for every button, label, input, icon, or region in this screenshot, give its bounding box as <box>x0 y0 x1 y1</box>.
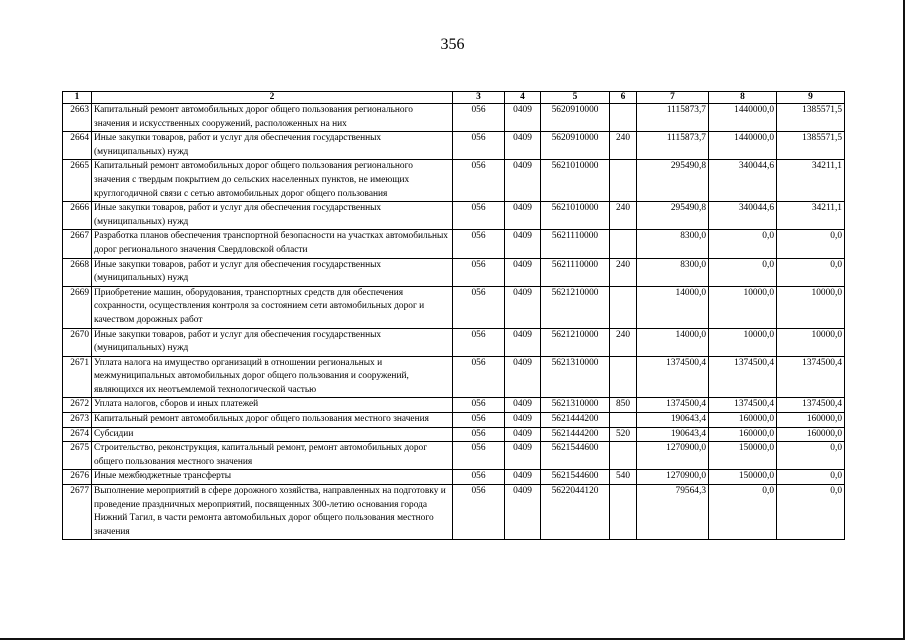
column-8-amount: 160000,0 <box>709 413 777 428</box>
table-row <box>63 485 845 540</box>
column-5-code: 5621210000 <box>541 328 610 356</box>
row-name: Строительство, реконструкция, капитальный ремонт, ремонт автомобильных дорог общего пользования местного значения <box>92 442 453 470</box>
column-3-code: 056 <box>453 470 505 485</box>
column-5-code: 5621010000 <box>541 160 610 202</box>
column-4-code: 0409 <box>505 413 541 428</box>
column-4-code: 0409 <box>505 258 541 286</box>
column-5-code: 5620910000 <box>541 104 610 132</box>
column-6-code: 240 <box>610 328 637 356</box>
row-name: Приобретение машин, оборудования, транспортных средств для обеспечения сохранности, осуществления контроля за состоянием сети автомобильных дорог и качеством дорожных работ <box>92 286 453 328</box>
column-9-amount: 34211,1 <box>777 202 845 230</box>
column-header: 2 <box>92 92 453 104</box>
row-name: Субсидии <box>92 427 453 442</box>
column-header: 6 <box>610 92 637 104</box>
row-number: 2671 <box>63 356 92 398</box>
column-header: 9 <box>777 92 845 104</box>
column-7-amount: 79564,3 <box>637 485 709 540</box>
column-9-amount: 160000,0 <box>777 413 845 428</box>
column-6-code <box>610 104 637 132</box>
column-4-code: 0409 <box>505 470 541 485</box>
column-header: 5 <box>541 92 610 104</box>
column-7-amount: 8300,0 <box>637 258 709 286</box>
column-7-amount: 8300,0 <box>637 230 709 258</box>
column-3-code: 056 <box>453 286 505 328</box>
row-name: Капитальный ремонт автомобильных дорог общего пользования регионального значения с твердым покрытием до сельских населенных пунктов, не имеющих круглогодичной связи с сетью автомобильных дорог общего пользования <box>92 160 453 202</box>
row-number: 2669 <box>63 286 92 328</box>
column-7-amount: 14000,0 <box>637 286 709 328</box>
column-6-code <box>610 442 637 470</box>
column-5-code: 5621210000 <box>541 286 610 328</box>
page-number: 356 <box>440 36 465 53</box>
column-8-amount: 1374500,4 <box>709 356 777 398</box>
row-name: Выполнение мероприятий в сфере дорожного хозяйства, направленных на подготовку и проведение праздничных мероприятий, посвященных 300-летию основания города Нижний Тагил, в части ремонта автомобильных дорог общего пользования местного значения <box>92 485 453 540</box>
column-5-code: 5621444200 <box>541 427 610 442</box>
row-name: Уплата налогов, сборов и иных платежей <box>92 398 453 413</box>
column-3-code: 056 <box>453 413 505 428</box>
column-9-amount: 0,0 <box>777 230 845 258</box>
column-9-amount: 10000,0 <box>777 286 845 328</box>
column-8-amount: 150000,0 <box>709 470 777 485</box>
column-header: 8 <box>709 92 777 104</box>
column-6-code: 540 <box>610 470 637 485</box>
column-8-amount: 160000,0 <box>709 427 777 442</box>
column-5-code: 5621444200 <box>541 413 610 428</box>
column-3-code: 056 <box>453 427 505 442</box>
row-number: 2677 <box>63 485 92 540</box>
table-row <box>63 427 845 442</box>
row-number: 2665 <box>63 160 92 202</box>
column-8-amount: 1440000,0 <box>709 104 777 132</box>
row-number: 2667 <box>63 230 92 258</box>
column-8-amount: 10000,0 <box>709 328 777 356</box>
column-9-amount: 0,0 <box>777 258 845 286</box>
column-3-code: 056 <box>453 160 505 202</box>
column-9-amount: 160000,0 <box>777 427 845 442</box>
column-3-code: 056 <box>453 442 505 470</box>
column-4-code: 0409 <box>505 427 541 442</box>
column-3-code: 056 <box>453 258 505 286</box>
column-8-amount: 340044,6 <box>709 202 777 230</box>
column-9-amount: 1385571,5 <box>777 104 845 132</box>
column-6-code: 850 <box>610 398 637 413</box>
column-3-code: 056 <box>453 356 505 398</box>
column-6-code: 240 <box>610 258 637 286</box>
table-row <box>63 202 845 230</box>
row-name: Иные закупки товаров, работ и услуг для обеспечения государственных (муниципальных) нужд <box>92 132 453 160</box>
row-number: 2666 <box>63 202 92 230</box>
column-6-code: 520 <box>610 427 637 442</box>
row-number: 2672 <box>63 398 92 413</box>
column-8-amount: 1440000,0 <box>709 132 777 160</box>
column-5-code: 5621544600 <box>541 470 610 485</box>
row-number: 2676 <box>63 470 92 485</box>
column-5-code: 5621544600 <box>541 442 610 470</box>
row-name: Разработка планов обеспечения транспортной безопасности на участках автомобильных дорог регионального значения Свердловской области <box>92 230 453 258</box>
column-6-code: 240 <box>610 132 637 160</box>
column-5-code: 5621110000 <box>541 230 610 258</box>
table-row <box>63 104 845 132</box>
column-4-code: 0409 <box>505 104 541 132</box>
column-header: 3 <box>453 92 505 104</box>
table-row <box>63 230 845 258</box>
column-3-code: 056 <box>453 104 505 132</box>
column-3-code: 056 <box>453 132 505 160</box>
column-5-code: 5621010000 <box>541 202 610 230</box>
column-9-amount: 1385571,5 <box>777 132 845 160</box>
column-7-amount: 295490,8 <box>637 202 709 230</box>
column-4-code: 0409 <box>505 230 541 258</box>
table-row <box>63 442 845 470</box>
column-5-code: 5621310000 <box>541 356 610 398</box>
table-row <box>63 470 845 485</box>
table-row <box>63 258 845 286</box>
column-7-amount: 1270900,0 <box>637 470 709 485</box>
column-5-code: 5622044120 <box>541 485 610 540</box>
column-8-amount: 340044,6 <box>709 160 777 202</box>
row-name: Капитальный ремонт автомобильных дорог общего пользования регионального значения и искусственных сооружений, расположенных на них <box>92 104 453 132</box>
column-8-amount: 10000,0 <box>709 286 777 328</box>
column-7-amount: 1374500,4 <box>637 356 709 398</box>
column-3-code: 056 <box>453 485 505 540</box>
row-number: 2668 <box>63 258 92 286</box>
column-8-amount: 0,0 <box>709 230 777 258</box>
table-row <box>63 286 845 328</box>
column-5-code: 5620910000 <box>541 132 610 160</box>
column-6-code <box>610 230 637 258</box>
column-9-amount: 1374500,4 <box>777 356 845 398</box>
row-number: 2670 <box>63 328 92 356</box>
column-header: 1 <box>63 92 92 104</box>
column-4-code: 0409 <box>505 202 541 230</box>
column-6-code <box>610 286 637 328</box>
row-name: Иные закупки товаров, работ и услуг для обеспечения государственных (муниципальных) нужд <box>92 258 453 286</box>
budget-table <box>62 91 845 540</box>
column-4-code: 0409 <box>505 356 541 398</box>
column-5-code: 5621110000 <box>541 258 610 286</box>
row-name: Иные межбюджетные трансферты <box>92 470 453 485</box>
column-7-amount: 295490,8 <box>637 160 709 202</box>
column-header: 7 <box>637 92 709 104</box>
row-number: 2674 <box>63 427 92 442</box>
row-number: 2675 <box>63 442 92 470</box>
column-9-amount: 0,0 <box>777 485 845 540</box>
column-9-amount: 0,0 <box>777 442 845 470</box>
column-3-code: 056 <box>453 328 505 356</box>
table-row <box>63 160 845 202</box>
table-row <box>63 328 845 356</box>
column-3-code: 056 <box>453 398 505 413</box>
column-5-code: 5621310000 <box>541 398 610 413</box>
column-4-code: 0409 <box>505 286 541 328</box>
column-9-amount: 0,0 <box>777 470 845 485</box>
row-name: Иные закупки товаров, работ и услуг для обеспечения государственных (муниципальных) нужд <box>92 328 453 356</box>
column-8-amount: 1374500,4 <box>709 398 777 413</box>
column-7-amount: 1374500,4 <box>637 398 709 413</box>
column-header: 4 <box>505 92 541 104</box>
row-name: Иные закупки товаров, работ и услуг для обеспечения государственных (муниципальных) нужд <box>92 202 453 230</box>
row-number: 2664 <box>63 132 92 160</box>
column-4-code: 0409 <box>505 442 541 470</box>
row-name: Уплата налога на имущество организаций в отношении региональных и межмуниципальных автомобильных дорог общего пользования и сооружений, являющихся их неотъемлемой технологической частью <box>92 356 453 398</box>
column-3-code: 056 <box>453 230 505 258</box>
column-8-amount: 0,0 <box>709 485 777 540</box>
column-7-amount: 1115873,7 <box>637 132 709 160</box>
row-number: 2673 <box>63 413 92 428</box>
column-7-amount: 190643,4 <box>637 413 709 428</box>
column-7-amount: 190643,4 <box>637 427 709 442</box>
table-row <box>63 132 845 160</box>
row-number: 2663 <box>63 104 92 132</box>
header-row <box>63 92 845 104</box>
column-6-code <box>610 160 637 202</box>
table-row <box>63 398 845 413</box>
table-row <box>63 356 845 398</box>
table-row <box>63 413 845 428</box>
column-4-code: 0409 <box>505 160 541 202</box>
column-6-code <box>610 413 637 428</box>
column-4-code: 0409 <box>505 328 541 356</box>
column-3-code: 056 <box>453 202 505 230</box>
column-4-code: 0409 <box>505 132 541 160</box>
column-6-code <box>610 485 637 540</box>
column-6-code <box>610 356 637 398</box>
table-body <box>63 104 845 540</box>
column-9-amount: 34211,1 <box>777 160 845 202</box>
column-9-amount: 10000,0 <box>777 328 845 356</box>
column-8-amount: 150000,0 <box>709 442 777 470</box>
column-7-amount: 14000,0 <box>637 328 709 356</box>
column-8-amount: 0,0 <box>709 258 777 286</box>
row-name: Капитальный ремонт автомобильных дорог общего пользования местного значения <box>92 413 453 428</box>
column-6-code: 240 <box>610 202 637 230</box>
column-4-code: 0409 <box>505 485 541 540</box>
column-7-amount: 1115873,7 <box>637 104 709 132</box>
column-7-amount: 1270900,0 <box>637 442 709 470</box>
column-9-amount: 1374500,4 <box>777 398 845 413</box>
column-4-code: 0409 <box>505 398 541 413</box>
